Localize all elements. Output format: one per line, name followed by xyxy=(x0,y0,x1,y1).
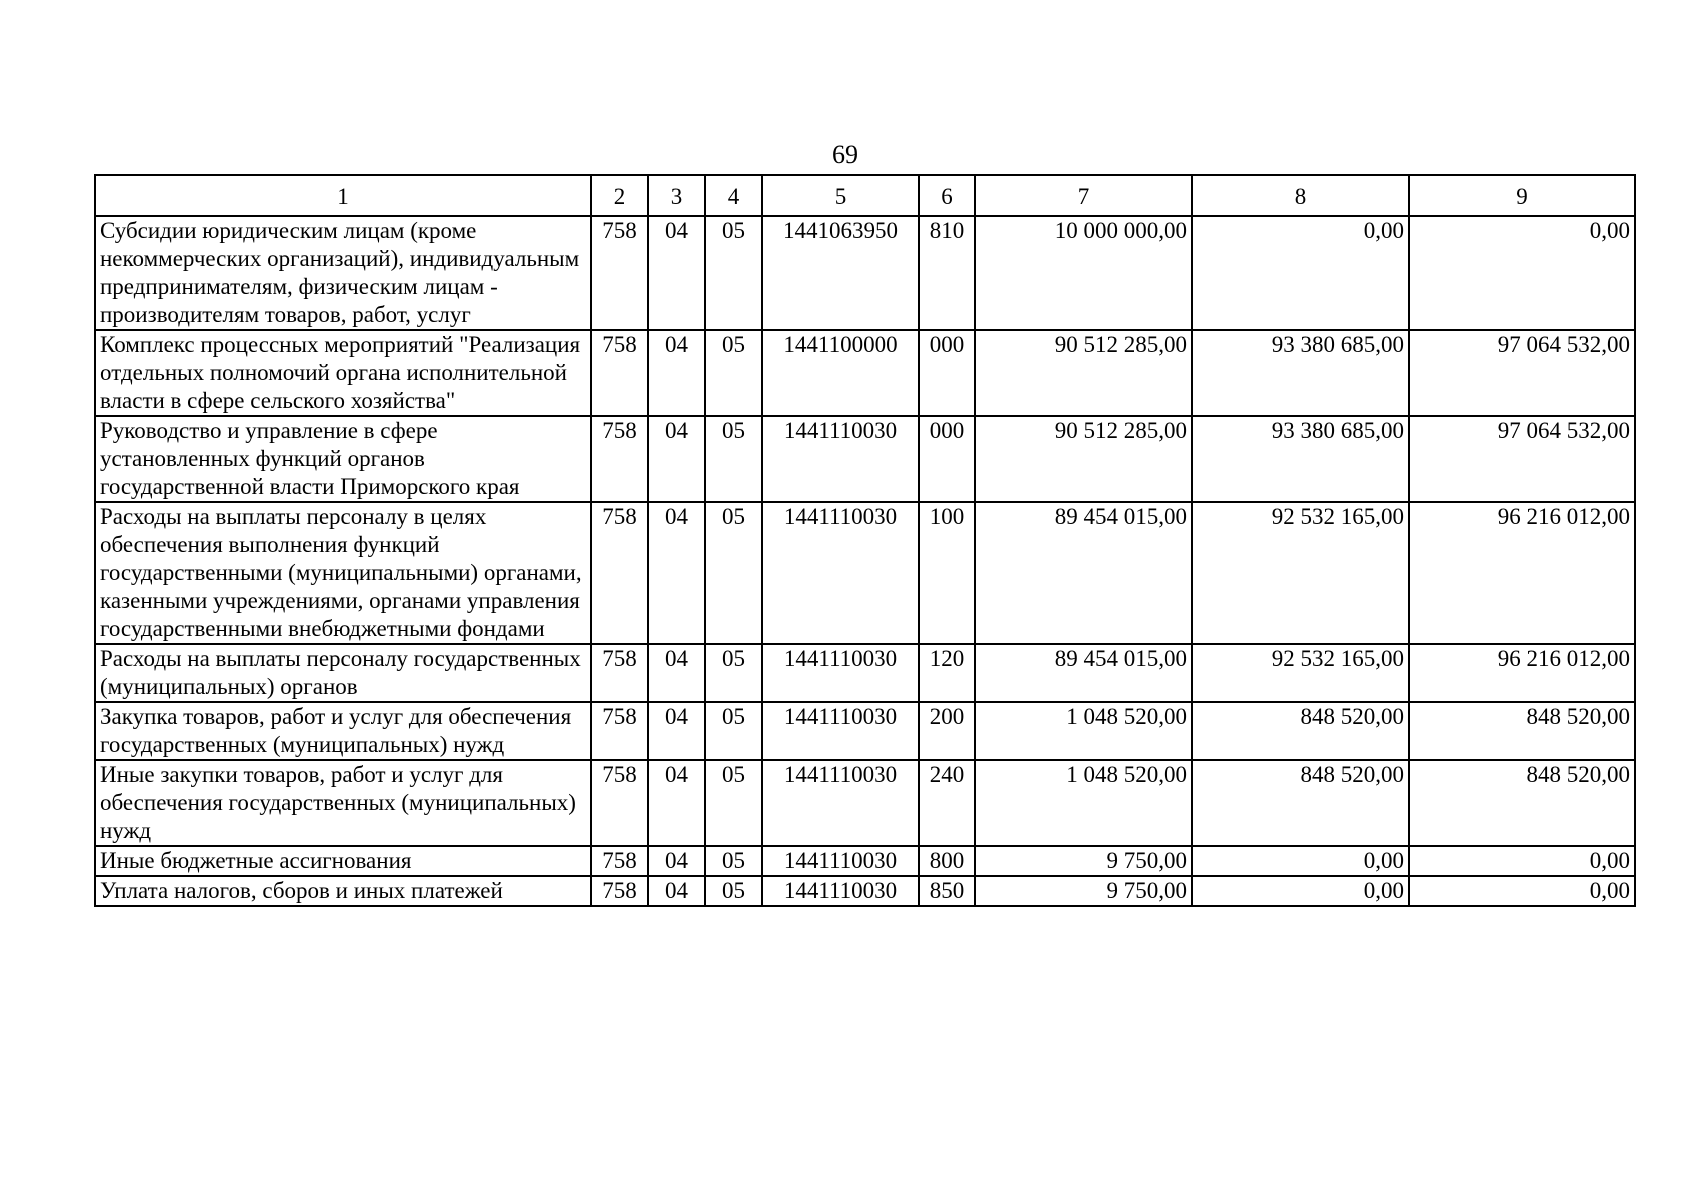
header-cell-3: 3 xyxy=(648,175,705,216)
row-code-pr: 05 xyxy=(705,644,762,702)
row-code-gr: 758 xyxy=(591,702,648,760)
row-code-csr: 1441110030 xyxy=(762,416,919,502)
row-code-gr: 758 xyxy=(591,330,648,416)
row-code-gr: 758 xyxy=(591,502,648,644)
row-amount-2: 848 520,00 xyxy=(1192,702,1409,760)
row-amount-1: 89 454 015,00 xyxy=(975,502,1192,644)
row-code-rz: 04 xyxy=(648,216,705,330)
row-amount-2: 848 520,00 xyxy=(1192,760,1409,846)
row-code-rz: 04 xyxy=(648,644,705,702)
row-amount-3: 96 216 012,00 xyxy=(1409,502,1635,644)
header-cell-9: 9 xyxy=(1409,175,1635,216)
row-code-gr: 758 xyxy=(591,644,648,702)
table-row xyxy=(95,502,1635,644)
row-code-vr: 850 xyxy=(919,876,975,906)
row-code-gr: 758 xyxy=(591,416,648,502)
row-amount-3: 96 216 012,00 xyxy=(1409,644,1635,702)
row-amount-1: 9 750,00 xyxy=(975,876,1192,906)
row-code-vr: 800 xyxy=(919,846,975,876)
row-code-csr: 1441110030 xyxy=(762,760,919,846)
row-code-csr: 1441100000 xyxy=(762,330,919,416)
row-code-rz: 04 xyxy=(648,760,705,846)
table-row xyxy=(95,330,1635,416)
row-description: Иные закупки товаров, работ и услуг для обеспечения государственных (муниципальных) нужд xyxy=(95,760,591,846)
row-amount-3: 97 064 532,00 xyxy=(1409,330,1635,416)
table-row xyxy=(95,416,1635,502)
header-cell-5: 5 xyxy=(762,175,919,216)
row-code-gr: 758 xyxy=(591,846,648,876)
row-amount-1: 1 048 520,00 xyxy=(975,760,1192,846)
row-code-vr: 200 xyxy=(919,702,975,760)
row-code-rz: 04 xyxy=(648,416,705,502)
table-row xyxy=(95,876,1635,906)
row-amount-1: 10 000 000,00 xyxy=(975,216,1192,330)
row-description: Комплекс процессных мероприятий "Реализация отдельных полномочий органа исполнительной власти в сфере сельского хозяйства" xyxy=(95,330,591,416)
row-amount-3: 848 520,00 xyxy=(1409,760,1635,846)
row-code-pr: 05 xyxy=(705,416,762,502)
header-cell-4: 4 xyxy=(705,175,762,216)
row-amount-2: 0,00 xyxy=(1192,876,1409,906)
budget-table xyxy=(94,174,1636,907)
row-description: Руководство и управление в сфере установленных функций органов государственной власти Приморского края xyxy=(95,416,591,502)
row-code-pr: 05 xyxy=(705,330,762,416)
row-code-pr: 05 xyxy=(705,846,762,876)
row-amount-2: 93 380 685,00 xyxy=(1192,330,1409,416)
table-row xyxy=(95,702,1635,760)
header-cell-1: 1 xyxy=(95,175,591,216)
header-cell-2: 2 xyxy=(591,175,648,216)
row-description: Уплата налогов, сборов и иных платежей xyxy=(95,876,591,906)
row-code-vr: 240 xyxy=(919,760,975,846)
header-cell-6: 6 xyxy=(919,175,975,216)
row-code-vr: 000 xyxy=(919,416,975,502)
row-amount-1: 9 750,00 xyxy=(975,846,1192,876)
row-amount-1: 90 512 285,00 xyxy=(975,330,1192,416)
row-code-csr: 1441110030 xyxy=(762,502,919,644)
row-description: Иные бюджетные ассигнования xyxy=(95,846,591,876)
row-amount-3: 0,00 xyxy=(1409,876,1635,906)
page-number: 69 xyxy=(832,140,858,169)
table-row xyxy=(95,760,1635,846)
row-amount-2: 92 532 165,00 xyxy=(1192,644,1409,702)
row-code-vr: 810 xyxy=(919,216,975,330)
row-amount-3: 0,00 xyxy=(1409,216,1635,330)
header-cell-8: 8 xyxy=(1192,175,1409,216)
row-code-pr: 05 xyxy=(705,876,762,906)
row-code-csr: 1441110030 xyxy=(762,644,919,702)
row-amount-3: 848 520,00 xyxy=(1409,702,1635,760)
row-code-csr: 1441110030 xyxy=(762,876,919,906)
row-code-rz: 04 xyxy=(648,702,705,760)
row-code-pr: 05 xyxy=(705,760,762,846)
row-description: Расходы на выплаты персоналу государственных (муниципальных) органов xyxy=(95,644,591,702)
row-code-rz: 04 xyxy=(648,330,705,416)
row-amount-3: 97 064 532,00 xyxy=(1409,416,1635,502)
row-code-rz: 04 xyxy=(648,876,705,906)
row-amount-1: 1 048 520,00 xyxy=(975,702,1192,760)
row-amount-3: 0,00 xyxy=(1409,846,1635,876)
row-code-csr: 1441110030 xyxy=(762,702,919,760)
table-row xyxy=(95,846,1635,876)
row-amount-1: 90 512 285,00 xyxy=(975,416,1192,502)
header-cell-7: 7 xyxy=(975,175,1192,216)
row-description: Закупка товаров, работ и услуг для обеспечения государственных (муниципальных) нужд xyxy=(95,702,591,760)
row-code-vr: 100 xyxy=(919,502,975,644)
row-code-csr: 1441110030 xyxy=(762,846,919,876)
row-code-gr: 758 xyxy=(591,216,648,330)
row-description: Субсидии юридическим лицам (кроме некоммерческих организаций), индивидуальным предпринимателям, физическим лицам - производителям товаров, работ, услуг xyxy=(95,216,591,330)
row-description: Расходы на выплаты персоналу в целях обеспечения выполнения функций государственными (муниципальными) органами, казенными учреждениями, органами управления государственными внебюджетными фондами xyxy=(95,502,591,644)
row-code-vr: 000 xyxy=(919,330,975,416)
row-code-vr: 120 xyxy=(919,644,975,702)
row-code-gr: 758 xyxy=(591,760,648,846)
row-amount-2: 0,00 xyxy=(1192,846,1409,876)
table-row xyxy=(95,216,1635,330)
row-amount-2: 0,00 xyxy=(1192,216,1409,330)
row-code-rz: 04 xyxy=(648,502,705,644)
row-code-pr: 05 xyxy=(705,216,762,330)
row-amount-2: 92 532 165,00 xyxy=(1192,502,1409,644)
table-row xyxy=(95,644,1635,702)
row-code-csr: 1441063950 xyxy=(762,216,919,330)
row-code-gr: 758 xyxy=(591,876,648,906)
row-amount-2: 93 380 685,00 xyxy=(1192,416,1409,502)
row-code-rz: 04 xyxy=(648,846,705,876)
row-code-pr: 05 xyxy=(705,502,762,644)
row-code-pr: 05 xyxy=(705,702,762,760)
header-row xyxy=(95,175,1635,216)
row-amount-1: 89 454 015,00 xyxy=(975,644,1192,702)
